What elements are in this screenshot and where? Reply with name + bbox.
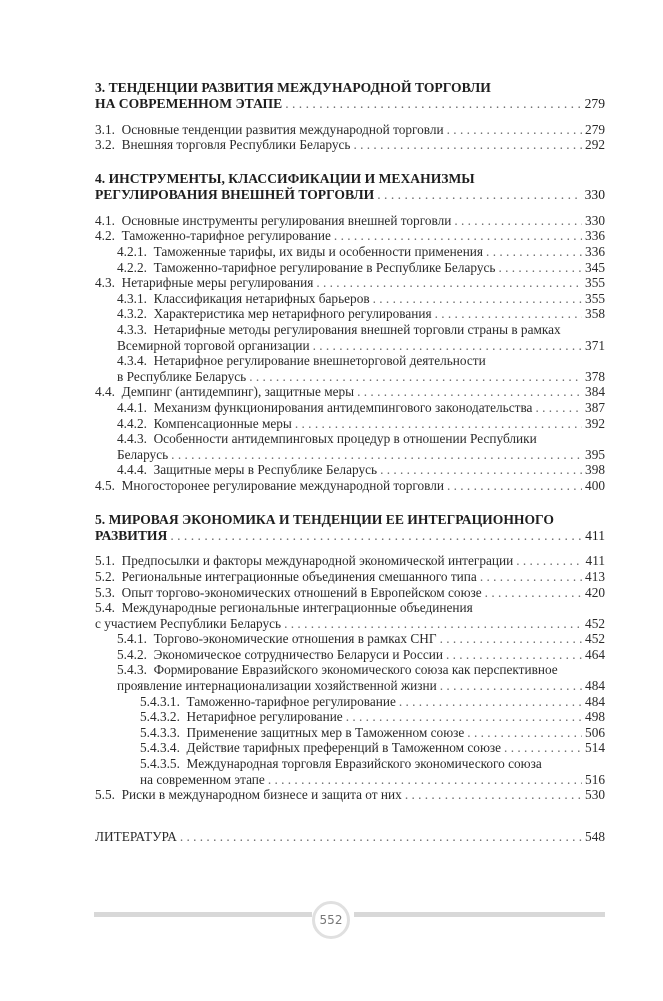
entry-title-continuation: с участием Республики Беларусь	[95, 615, 282, 631]
entry-title: Международные региональные интеграционные объединения	[121, 600, 473, 616]
toc-entry-4-5[interactable]	[95, 478, 605, 494]
entry-number: 4.4.	[95, 384, 115, 400]
footer-rule-left	[94, 912, 312, 917]
page-number: 371	[585, 337, 605, 353]
chapter-title-line1: 4. ИНСТРУМЕНТЫ, КЛАССИФИКАЦИИ И МЕХАНИЗМЫ	[95, 171, 475, 186]
chapter-title-line2: РЕГУЛИРОВАНИЯ ВНЕШНЕЙ ТОРГОВЛИ	[95, 187, 375, 203]
page-number: 398	[585, 462, 605, 478]
entry-number: 3.1.	[95, 121, 115, 137]
page-number: 292	[585, 137, 605, 153]
leader-dots	[284, 616, 582, 632]
entry-number: 4.3.1.	[117, 290, 147, 306]
page-number: 395	[585, 446, 605, 462]
page-number: 279	[585, 121, 605, 137]
entry-title: Таможенно-тарифное регулирование	[121, 228, 331, 244]
page-number: 384	[585, 384, 605, 400]
entry-title-continuation: проявление интернационализации хозяйственной жизни	[117, 678, 437, 694]
entry-title: ЛИТЕРАТУРА	[95, 828, 177, 844]
leader-dots	[480, 569, 582, 585]
entry-number: 5.1.	[95, 553, 115, 569]
toc-entry-4-2[interactable]	[95, 228, 605, 244]
entry-number: 4.4.3.	[117, 431, 147, 447]
entry-number: 5.4.1.	[117, 631, 147, 647]
page-number: 358	[585, 306, 605, 322]
toc-entry-4-1[interactable]	[95, 213, 605, 229]
entry-number: 4.4.2.	[117, 415, 147, 431]
entry-number: 4.2.2.	[117, 259, 147, 275]
leader-dots	[440, 631, 582, 647]
toc-entry-5-1[interactable]	[95, 553, 605, 569]
entry-title: Опыт торгово-экономических отношений в Европейском союзе	[121, 584, 482, 600]
leader-dots	[447, 122, 582, 138]
toc-entry-4-4-4[interactable]	[95, 462, 605, 478]
page-number: 530	[585, 787, 605, 803]
page-number: 411	[585, 527, 605, 543]
entry-number: 4.3.3.	[117, 321, 147, 337]
entry-title: Характеристика мер нетарифного регулирования	[153, 306, 432, 322]
entry-title: Риски в международном бизнесе и защита от них	[121, 787, 402, 803]
entry-number: 5.4.3.2.	[140, 709, 180, 725]
leader-dots	[446, 647, 582, 663]
page-number: 411	[585, 553, 605, 569]
toc-entry-5-2[interactable]	[95, 569, 605, 585]
leader-dots	[498, 260, 582, 276]
toc-entry-4-4-2[interactable]	[95, 416, 605, 432]
page-number: 548	[585, 828, 605, 844]
page-number: 464	[585, 646, 605, 662]
entry-number: 4.4.1.	[117, 399, 147, 415]
page-number: 413	[585, 568, 605, 584]
page-number: 484	[585, 678, 605, 694]
entry-title: Механизм функционирования антидемпингового законодательства	[153, 399, 533, 415]
entry-title: Внешняя торговля Республики Беларусь	[121, 137, 351, 153]
toc-entry-4-3-2[interactable]	[95, 306, 605, 322]
entry-number: 3.2.	[95, 137, 115, 153]
page-number: 420	[585, 584, 605, 600]
chapter-title-line1: 3. ТЕНДЕНЦИИ РАЗВИТИЯ МЕЖДУНАРОДНОЙ ТОРГОВЛИ	[95, 80, 491, 95]
chapter-heading-5[interactable]	[95, 512, 605, 545]
toc-entry-4-2-2[interactable]	[95, 260, 605, 276]
entry-title: Нетарифное регулирование внешнеторговой деятельности	[153, 353, 486, 369]
toc-entry-4-3-3[interactable]	[95, 322, 605, 353]
leader-dots	[334, 228, 582, 244]
entry-number: 5.4.3.1.	[140, 693, 180, 709]
entry-title: Демпинг (антидемпинг), защитные меры	[121, 384, 355, 400]
entry-title: Нетарифное регулирование	[186, 709, 343, 725]
entry-title-continuation: Беларусь	[117, 446, 169, 462]
entry-title: Таможенно-тарифное регулирование	[186, 693, 396, 709]
toc-entry-5-5[interactable]	[95, 787, 605, 803]
leader-dots	[447, 478, 582, 494]
leader-dots	[180, 829, 582, 845]
entry-title: Нетарифные меры регулирования	[121, 275, 314, 291]
entry-title: Особенности антидемпинговых процедур в отношении Республики	[153, 431, 537, 447]
entry-number: 5.4.	[95, 600, 115, 616]
toc-entry-4-4[interactable]	[95, 384, 605, 400]
toc-entry-4-4-3[interactable]	[95, 431, 605, 462]
chapter-title-line2: РАЗВИТИЯ	[95, 527, 168, 543]
entry-number: 4.2.	[95, 228, 115, 244]
entry-number: 5.3.	[95, 584, 115, 600]
leader-dots	[373, 291, 582, 307]
leader-dots	[504, 740, 582, 756]
entry-number: 4.1.	[95, 212, 115, 228]
page-number: 336	[585, 228, 605, 244]
entry-title: Международная торговля Евразийского экономического союза	[186, 756, 542, 772]
toc-entry-4-2-1[interactable]	[95, 244, 605, 260]
page-number: 387	[585, 399, 605, 415]
entry-title-continuation: на современном этапе	[140, 771, 265, 787]
entry-number: 5.4.3.5.	[140, 756, 180, 772]
entry-title: Защитные меры в Республике Беларусь	[153, 462, 378, 478]
leader-dots	[380, 462, 582, 478]
page-number: 452	[585, 631, 605, 647]
page-number: 400	[585, 477, 605, 493]
toc-entry-5-4-3-2[interactable]	[95, 709, 605, 725]
toc-entry-5-4-2[interactable]	[95, 647, 605, 663]
entry-title-continuation: Всемирной торговой организации	[117, 337, 310, 353]
leader-dots	[285, 96, 581, 112]
page-number-label: 552	[319, 913, 343, 927]
footer-rule-right	[354, 912, 605, 917]
chapter-heading-4[interactable]	[95, 171, 605, 204]
page-number: 378	[585, 368, 605, 384]
page-number: 330	[585, 212, 605, 228]
leader-dots	[170, 528, 582, 544]
leader-dots	[516, 553, 582, 569]
leader-dots	[485, 585, 582, 601]
entry-title: Таможенные тарифы, их виды и особенности применения	[153, 244, 484, 259]
entry-title: Основные тенденции развития международной торговли	[121, 121, 444, 137]
toc-entry-3-2[interactable]	[95, 137, 605, 153]
leader-dots	[249, 369, 582, 385]
entry-number: 4.3.2.	[117, 306, 147, 322]
leader-dots	[405, 787, 582, 803]
toc-entry-5-3[interactable]	[95, 585, 605, 601]
table-of-contents	[95, 80, 605, 844]
leader-dots	[268, 772, 582, 788]
entry-number: 5.4.3.	[117, 662, 147, 678]
page-number: 330	[584, 187, 605, 203]
entry-title: Нетарифные методы регулирования внешней торговли страны в рамках	[153, 321, 561, 337]
chapter-heading-3[interactable]	[95, 80, 605, 113]
page-number: 355	[585, 290, 605, 306]
entry-title: Экономическое сотрудничество Беларуси и России	[153, 646, 443, 662]
page-number-badge	[312, 901, 350, 939]
toc-entry-5-4-3-3[interactable]	[95, 725, 605, 741]
page-number: 336	[585, 244, 605, 259]
leader-dots	[353, 137, 582, 153]
leader-dots	[295, 416, 582, 432]
chapter-title-line1: 5. МИРОВАЯ ЭКОНОМИКА И ТЕНДЕНЦИИ ЕЕ ИНТЕГРАЦИОННОГО	[95, 511, 554, 527]
entry-number: 4.3.	[95, 275, 115, 291]
entry-title: Компенсационные меры	[153, 415, 292, 431]
toc-entry-4-4-1[interactable]	[95, 400, 605, 416]
toc-entry-5-4-3-4[interactable]	[95, 740, 605, 756]
page-number: 279	[584, 96, 605, 112]
leader-dots	[454, 213, 582, 229]
page-number: 506	[585, 724, 605, 740]
entry-number: 5.4.3.4.	[140, 740, 180, 756]
entry-title: Действие тарифных преференций в Таможенном союзе	[186, 740, 502, 756]
page-number: 392	[585, 415, 605, 431]
toc-entry-5-4[interactable]	[95, 600, 605, 631]
page-number: 514	[585, 740, 605, 756]
toc-entry-literature[interactable]	[95, 829, 605, 845]
toc-entry-4-3[interactable]	[95, 275, 605, 291]
entry-title: Торгово-экономические отношения в рамках СНГ	[153, 631, 437, 647]
leader-dots	[357, 384, 582, 400]
page-number: 355	[585, 275, 605, 291]
leader-dots	[316, 275, 582, 291]
leader-dots	[171, 447, 582, 463]
page-number: 498	[585, 709, 605, 725]
leader-dots	[346, 709, 582, 725]
entry-title: Основные инструменты регулирования внешней торговли	[121, 212, 452, 228]
entry-number: 4.4.4.	[117, 462, 147, 478]
page-number: 452	[585, 615, 605, 631]
entry-number: 4.5.	[95, 477, 115, 493]
toc-entry-5-4-1[interactable]	[95, 631, 605, 647]
entry-number: 5.4.3.3.	[140, 724, 180, 740]
entry-number: 5.4.2.	[117, 646, 147, 662]
leader-dots	[535, 400, 582, 416]
entry-number: 4.3.4.	[117, 353, 147, 369]
leader-dots	[313, 338, 582, 354]
entry-title: Классификация нетарифных барьеров	[153, 290, 370, 306]
entry-number: 4.2.1.	[117, 244, 147, 259]
toc-entry-5-4-3-5[interactable]	[95, 756, 605, 787]
leader-dots	[399, 694, 582, 710]
page-number: 484	[585, 693, 605, 709]
toc-entry-4-3-4[interactable]	[95, 353, 605, 384]
leader-dots	[377, 187, 581, 203]
leader-dots	[486, 244, 582, 260]
leader-dots	[435, 306, 582, 322]
entry-title: Применение защитных мер в Таможенном союзе	[186, 724, 465, 740]
entry-title: Таможенно-тарифное регулирование в Республике Беларусь	[153, 259, 496, 275]
entry-title: Формирование Евразийского экономического союза как перспективное	[153, 662, 558, 678]
entry-title: Многосторонее регулирование международной торговли	[121, 477, 444, 493]
leader-dots	[440, 678, 582, 694]
leader-dots	[467, 725, 582, 741]
toc-entry-5-4-3[interactable]	[95, 662, 605, 693]
page-number: 345	[585, 259, 605, 275]
entry-title: Региональные интеграционные объединения смешанного типа	[121, 568, 477, 584]
entry-title: Предпосылки и факторы международной экономической интеграции	[121, 553, 514, 569]
page-number: 516	[585, 771, 605, 787]
chapter-title-line2: НА СОВРЕМЕННОМ ЭТАПЕ	[95, 96, 283, 112]
entry-title-continuation: в Республике Беларусь	[117, 368, 247, 384]
toc-entry-5-4-3-1[interactable]	[95, 694, 605, 710]
toc-entry-3-1[interactable]	[95, 122, 605, 138]
entry-number: 5.5.	[95, 787, 115, 803]
toc-entry-4-3-1[interactable]	[95, 291, 605, 307]
entry-number: 5.2.	[95, 568, 115, 584]
